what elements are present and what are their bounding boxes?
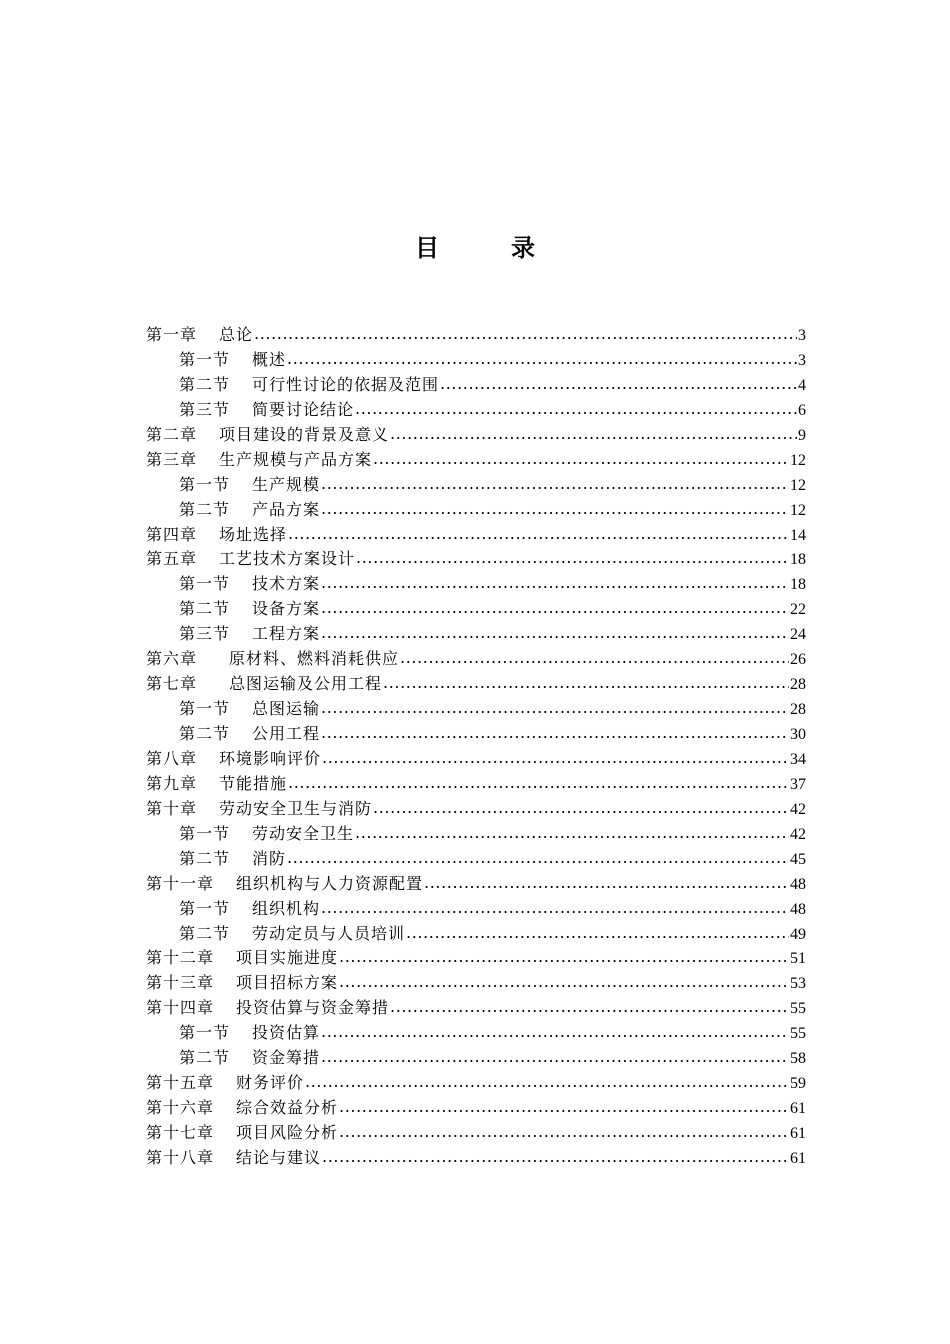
toc-entry-page-number: 18: [790, 576, 806, 594]
toc-dot-leader: [322, 1145, 789, 1170]
toc-entry-number: 第三章: [146, 449, 198, 469]
toc-entry-title: 总图运输: [252, 699, 321, 719]
toc-entry-title: 总论: [219, 325, 254, 344]
toc-entry-page-number: 14: [790, 526, 806, 544]
toc-dot-leader: [339, 970, 789, 995]
toc-entry-page-number: 9: [798, 426, 806, 444]
toc-entry-title: 财务评价: [236, 1073, 305, 1093]
toc-entry-page-number: 24: [790, 626, 806, 644]
toc-dot-leader: [424, 871, 789, 896]
toc-entry-number: 第一章: [146, 325, 198, 344]
toc-entry-page-number: 6: [798, 401, 806, 419]
toc-dot-leader: [339, 945, 789, 970]
toc-entry-number: 第一节: [179, 699, 231, 719]
toc-entry-page-number: 48: [790, 900, 806, 918]
toc-entry-number: 第一节: [179, 1023, 231, 1043]
toc-entry-number: 第二节: [179, 923, 231, 943]
toc-entry-page-number: 49: [790, 925, 806, 943]
toc-chapter-entry[interactable]: [146, 423, 806, 448]
toc-dot-leader: [288, 771, 789, 796]
toc-entry-title: 项目招标方案: [236, 973, 339, 993]
toc-entry-number: 第十三章: [146, 973, 215, 993]
toc-chapter-entry[interactable]: [146, 772, 806, 797]
toc-dot-leader: [321, 596, 789, 621]
toc-entry-page-number: 22: [790, 601, 806, 619]
toc-entry-number: 第十四章: [146, 998, 215, 1018]
toc-entry-page-number: 12: [790, 476, 806, 494]
toc-dot-leader: [321, 472, 789, 497]
toc-entry-page-number: 61: [790, 1100, 806, 1118]
toc-section-entry[interactable]: [146, 1021, 806, 1046]
toc-dot-leader: [287, 846, 789, 871]
toc-entry-number: 第二章: [146, 424, 198, 444]
toc-section-entry[interactable]: [146, 822, 806, 847]
toc-entry-title: 设备方案: [252, 599, 321, 619]
toc-entry-page-number: 53: [790, 975, 806, 993]
toc-entry-number: 第二节: [179, 848, 231, 868]
toc-entry-title: 节能措施: [219, 773, 288, 793]
toc-entry-number: 第十一章: [146, 873, 215, 893]
toc-entry-title: 工程方案: [252, 624, 321, 644]
toc-section-entry[interactable]: [146, 398, 806, 423]
toc-entry-title: 项目实施进度: [236, 948, 339, 968]
toc-entry-title: 投资估算: [252, 1023, 321, 1043]
toc-entry-page-number: 55: [790, 1025, 806, 1043]
toc-section-entry[interactable]: [146, 498, 806, 523]
toc-dot-leader: [440, 372, 797, 397]
toc-dot-leader: [339, 1120, 789, 1145]
toc-entry-page-number: 48: [790, 875, 806, 893]
toc-chapter-entry[interactable]: [146, 1121, 806, 1146]
toc-entry-title: 可行性讨论的依据及范围: [252, 374, 440, 394]
toc-chapter-entry[interactable]: [146, 971, 806, 996]
toc-dot-leader: [287, 347, 797, 372]
toc-entry-number: 第十六章: [146, 1098, 215, 1118]
toc-entry-title: 劳动安全卫生: [252, 823, 355, 843]
toc-dot-leader: [321, 721, 789, 746]
toc-dot-leader: [390, 422, 797, 447]
toc-entry-page-number: 51: [790, 950, 806, 968]
toc-section-entry[interactable]: [146, 373, 806, 398]
toc-entry-number: 第一节: [179, 823, 231, 843]
toc-entry-number: 第十章: [146, 798, 198, 818]
toc-chapter-entry[interactable]: [146, 448, 806, 473]
toc-entry-title: 产品方案: [252, 499, 321, 519]
toc-section-entry[interactable]: [146, 922, 806, 947]
toc-dot-leader: [321, 896, 789, 921]
toc-entry-title: 环境影响评价: [219, 748, 322, 768]
toc-entry-page-number: 34: [790, 750, 806, 768]
toc-dot-leader: [321, 1020, 789, 1045]
toc-dot-leader: [390, 995, 789, 1020]
toc-entry-number: 第一节: [179, 898, 231, 918]
toc-entry-title: 项目风险分析: [236, 1123, 339, 1142]
toc-section-entry[interactable]: [146, 348, 806, 373]
toc-chapter-entry[interactable]: [146, 1146, 806, 1171]
toc-entry-title: 公用工程: [252, 724, 321, 743]
toc-entry-page-number: 4: [798, 376, 806, 394]
toc-entry-page-number: 37: [790, 775, 806, 793]
toc-entry-title: 工艺技术方案设计: [219, 549, 356, 569]
toc-entry-title: 技术方案: [252, 574, 321, 594]
toc-dot-leader: [321, 571, 789, 596]
toc-dot-leader: [373, 796, 789, 821]
toc-dot-leader: [321, 621, 789, 646]
toc-entry-page-number: 45: [790, 850, 806, 868]
toc-chapter-entry[interactable]: [146, 1096, 806, 1121]
toc-entry-page-number: 18: [790, 551, 806, 569]
toc-entry-title: 综合效益分析: [236, 1098, 339, 1118]
toc-entry-number: 第六章: [146, 649, 198, 669]
toc-section-entry[interactable]: [146, 622, 806, 647]
toc-entry-title: 场址选择: [219, 524, 288, 544]
toc-dot-leader: [406, 921, 789, 946]
toc-entry-page-number: 3: [798, 351, 806, 369]
toc-dot-leader: [321, 696, 789, 721]
toc-entry-page-number: 30: [790, 726, 806, 743]
toc-entry-title: 资金筹措: [252, 1048, 321, 1068]
toc-entry-title: 劳动安全卫生与消防: [219, 798, 373, 818]
toc-entry-title: 原材料、燃料消耗供应: [229, 649, 400, 669]
toc-dot-leader: [288, 522, 789, 547]
toc-entry-title: 简要讨论结论: [252, 399, 355, 419]
toc-entry-number: 第二节: [179, 724, 231, 743]
toc-section-entry[interactable]: [146, 722, 806, 747]
toc-entry-title: 项目建设的背景及意义: [219, 424, 390, 444]
toc-entry-number: 第七章: [146, 674, 198, 694]
toc-entry-page-number: 12: [790, 501, 806, 519]
toc-chapter-entry[interactable]: [146, 672, 806, 697]
toc-chapter-entry[interactable]: [146, 797, 806, 822]
toc-entry-page-number: 42: [790, 800, 806, 818]
toc-entry-number: 第十七章: [146, 1123, 215, 1142]
toc-entry-page-number: 61: [790, 1125, 806, 1142]
toc-entry-number: 第十八章: [146, 1147, 215, 1167]
toc-entry-number: 第二节: [179, 599, 231, 619]
toc-entry-number: 第四章: [146, 524, 198, 544]
toc-chapter-entry[interactable]: [146, 872, 806, 897]
toc-entry-number: 第一节: [179, 474, 231, 494]
toc-chapter-entry[interactable]: [146, 547, 806, 572]
toc-entry-number: 第三节: [179, 624, 231, 644]
toc-entry-number: 第三节: [179, 399, 231, 419]
toc-entry-title: 投资估算与资金筹措: [236, 998, 390, 1018]
toc-entry-number: 第十二章: [146, 948, 215, 968]
toc-chapter-entry[interactable]: [146, 647, 806, 672]
toc-section-entry[interactable]: [146, 697, 806, 722]
toc-entry-title: 结论与建议: [236, 1147, 322, 1167]
toc-entry-number: 第八章: [146, 748, 198, 768]
toc-entry-title: 组织机构: [252, 898, 321, 918]
toc-entry-page-number: 12: [790, 451, 806, 469]
toc-entry-title: 生产规模: [252, 474, 321, 494]
toc-entry-page-number: 59: [790, 1075, 806, 1093]
toc-entry-number: 第二节: [179, 499, 231, 519]
toc-entry-number: 第十五章: [146, 1073, 215, 1093]
toc-entry-page-number: 3: [798, 327, 806, 344]
toc-entry-title: 概述: [252, 349, 287, 369]
toc-entry-title: 消防: [252, 848, 287, 868]
toc-entry-title: 劳动定员与人员培训: [252, 923, 406, 943]
toc-entry-page-number: 55: [790, 1000, 806, 1018]
page-title: 目 录: [415, 233, 559, 262]
toc-chapter-entry[interactable]: [146, 323, 806, 348]
toc-entry-number: 第九章: [146, 773, 198, 793]
toc-entry-title: 总图运输及公用工程: [229, 674, 383, 694]
toc-section-entry[interactable]: [146, 572, 806, 597]
toc-section-entry[interactable]: [146, 597, 806, 622]
toc-section-entry[interactable]: [146, 1046, 806, 1071]
toc-entry-page-number: 26: [790, 651, 806, 669]
table-of-contents: [146, 323, 806, 1171]
toc-entry-title: 生产规模与产品方案: [219, 449, 373, 469]
toc-chapter-entry[interactable]: [146, 996, 806, 1021]
toc-entry-page-number: 28: [790, 701, 806, 719]
toc-dot-leader: [400, 646, 789, 671]
toc-entry-number: 第一节: [179, 349, 231, 369]
toc-chapter-entry[interactable]: [146, 523, 806, 548]
toc-dot-leader: [321, 1045, 789, 1070]
toc-chapter-entry[interactable]: [146, 946, 806, 971]
toc-dot-leader: [339, 1095, 789, 1120]
toc-entry-number: 第一节: [179, 574, 231, 594]
toc-entry-title: 组织机构与人力资源配置: [236, 873, 424, 893]
toc-entry-number: 第二节: [179, 1048, 231, 1068]
toc-entry-page-number: 28: [790, 676, 806, 694]
toc-dot-leader: [383, 671, 789, 696]
toc-entry-page-number: 58: [790, 1050, 806, 1068]
toc-dot-leader: [356, 546, 789, 571]
toc-chapter-entry[interactable]: [146, 1071, 806, 1096]
toc-dot-leader: [355, 397, 797, 422]
toc-entry-number: 第二节: [179, 374, 231, 394]
toc-dot-leader: [254, 322, 797, 347]
toc-chapter-entry[interactable]: [146, 747, 806, 772]
toc-dot-leader: [355, 821, 789, 846]
toc-section-entry[interactable]: [146, 473, 806, 498]
toc-dot-leader: [321, 497, 789, 522]
toc-dot-leader: [373, 447, 789, 472]
toc-entry-number: 第五章: [146, 549, 198, 569]
toc-entry-page-number: 42: [790, 825, 806, 843]
toc-section-entry[interactable]: [146, 897, 806, 922]
toc-entry-page-number: 61: [790, 1149, 806, 1167]
toc-dot-leader: [322, 746, 789, 771]
toc-section-entry[interactable]: [146, 847, 806, 872]
toc-dot-leader: [305, 1070, 789, 1095]
